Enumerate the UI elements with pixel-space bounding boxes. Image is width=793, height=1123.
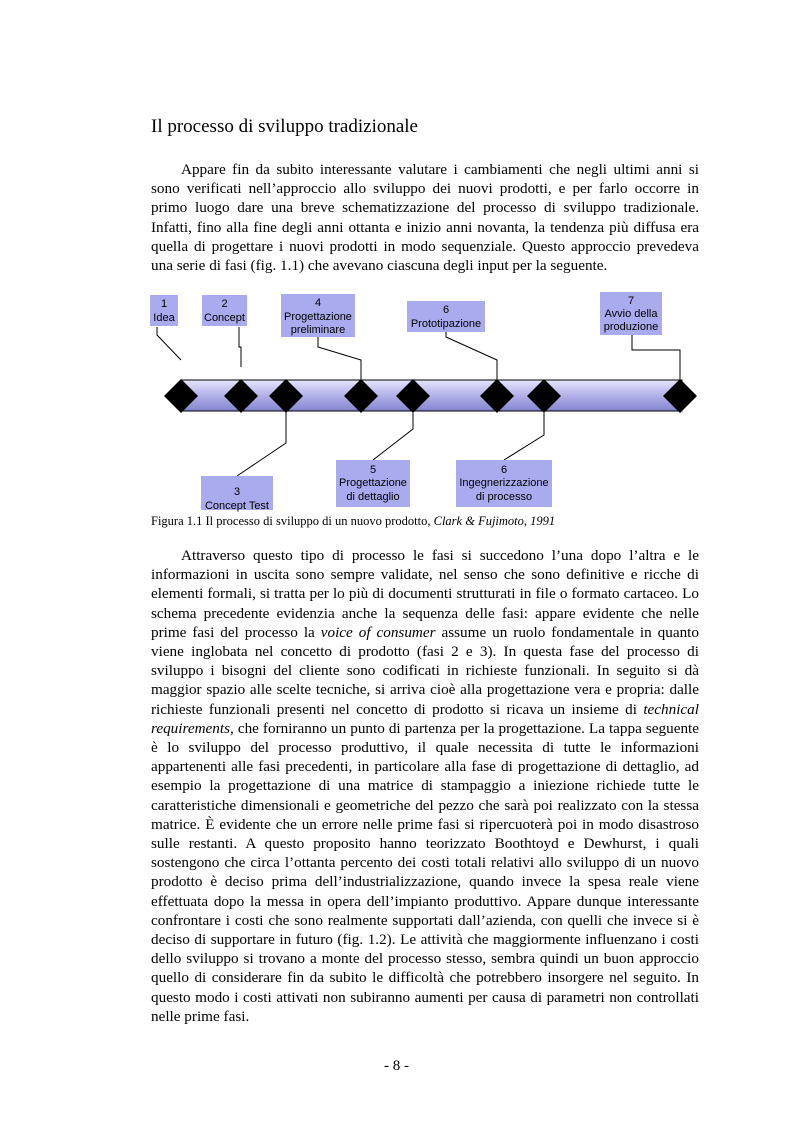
phase-label-line2: preliminare xyxy=(290,324,346,336)
phase-number: 2 xyxy=(221,298,228,310)
phase-box-7 xyxy=(600,292,662,335)
phase-number: 4 xyxy=(314,297,322,309)
phase-number: 6 xyxy=(500,464,508,476)
phase-label-line2: produzione xyxy=(603,321,659,333)
phase-label: Avvio della xyxy=(604,308,658,320)
paragraph-text: , che forniranno un punto di partenza per la progettazione. La tappa seguente è lo sviluppo del processo produttivo, il quale necessita di tutte le informazioni appartenenti alle fasi precedenti, in particolare alla fase di progettazione di dettaglio, ad esempio la progettazione di una matrice di stampaggio a iniezione richiede tutte le caratteristiche dimensionali e geometriche del pezzo che sarà poi realizzato con la stessa matrice. È evidente che un errore nelle prime fasi si ripercuoterà poi in modo disastroso sulle restanti. A questo proposito hanno teorizzato Boothtoyd e Dewhurst, i quali sostengono che circa l’ottanta percento dei costi totali relativi allo sviluppo di un nuovo prodotto è deciso prima dell’industrializzazione, quando invece la spesa reale viene effettuata dopo la messa in opera dell’impianto produttivo. Appare dunque interessante confrontare i costi che sono realmente supportati dall’azienda, con quelli che invece si è deciso di supportare in futuro (fig. 1.2). Le attività che maggiormente influenzano i costi dello sviluppo si trovano a monte del processo stesso, sembra quindi un buon approccio quello di considerare fin da subito le difficoltà che potrebbero insorgere nel seguito. In questo modo i costi attivati non subiranno aumenti per causa di parametri non controllati nelle prime fasi. xyxy=(151,719,699,1025)
intro-paragraph: Appare fin da subito interessante valutare i cambiamenti che negli ultimi anni si sono verificati nell’approccio allo sviluppo dei nuovi prodotti, e per farlo occorre in primo luogo dare una breve schematizzazione del processo di sviluppo tradizionale. Infatti, fino alla fine degli anni ottanta e inizio anni novanta, la tendenza più diffusa era quella di progettare i nuovi prodotti in modo sequenziale. Questo approccio prevedeva una serie di fasi (fig. 1.1) che avevano ciascuna degli input per la seguente. xyxy=(151,161,699,275)
phase-label-line2: di processo xyxy=(475,491,533,503)
phase-label-line2: di dettaglio xyxy=(346,491,400,503)
phase-box-5 xyxy=(336,460,410,507)
phase-box-4 xyxy=(281,294,355,337)
phase-label: Progettazione xyxy=(284,311,352,323)
phase-box-1 xyxy=(150,295,178,326)
page-number: - 8 - xyxy=(384,1058,409,1074)
phase-number: 5 xyxy=(369,464,377,476)
phase-label: Idea xyxy=(153,312,175,324)
italic-term: technical requirements xyxy=(151,700,699,737)
phase-box-6-top xyxy=(407,301,485,332)
figure-caption xyxy=(151,513,555,529)
phase-label: Progettazione xyxy=(339,477,407,489)
phase-number: 7 xyxy=(627,295,635,307)
caption-source: Clark & Fujimoto, 1991 xyxy=(433,514,556,528)
paragraph-text: assume un ruolo fondamentale in quanto viene inglobata nel concetto di prodotto (fasi 2 e 3). In questa fase del processo di sviluppo i bisogni del cliente sono codificati in richieste funzionali. In seguito si dà maggior spazio alle scelte tecniche, si arriva cioè alla progettazione vera e propria: dalle richieste funzionali presenti nel concetto di prodotto si ricava un insieme di xyxy=(151,623,699,718)
phase-box-3 xyxy=(201,476,273,512)
caption-text: Figura 1.1 Il processo di sviluppo di un nuovo prodotto, xyxy=(151,514,434,528)
phase-number: 1 xyxy=(160,298,168,310)
paragraph-text: Attraverso questo tipo di processo le fasi si succedono l’una dopo l’altra e le informazioni in uscita sono sempre validate, nel senso che sono definitive e ricche di elementi formali, si tratta per lo più di documenti strutturati in file o formato cartaceo. Lo schema precedente evidenzia anche la sequenza delle fasi: appare evidente che nelle prime fasi del processo la xyxy=(151,547,699,641)
body-paragraph xyxy=(151,546,699,1026)
section-title: Il processo di sviluppo tradizionale xyxy=(151,116,418,137)
phase-label: Concept xyxy=(204,312,245,324)
phase-box-2 xyxy=(202,295,247,326)
phase-number: 6 xyxy=(442,304,450,316)
phase-label: Prototipazione xyxy=(410,318,482,330)
phase-box-6-bottom xyxy=(456,460,552,507)
phase-label: Ingegnerizzazione xyxy=(459,477,549,489)
italic-term: voice of consumer xyxy=(320,623,436,641)
phase-number: 3 xyxy=(233,486,241,498)
phase-label: Concept Test xyxy=(204,500,270,512)
process-timeline-diagram xyxy=(0,280,793,520)
